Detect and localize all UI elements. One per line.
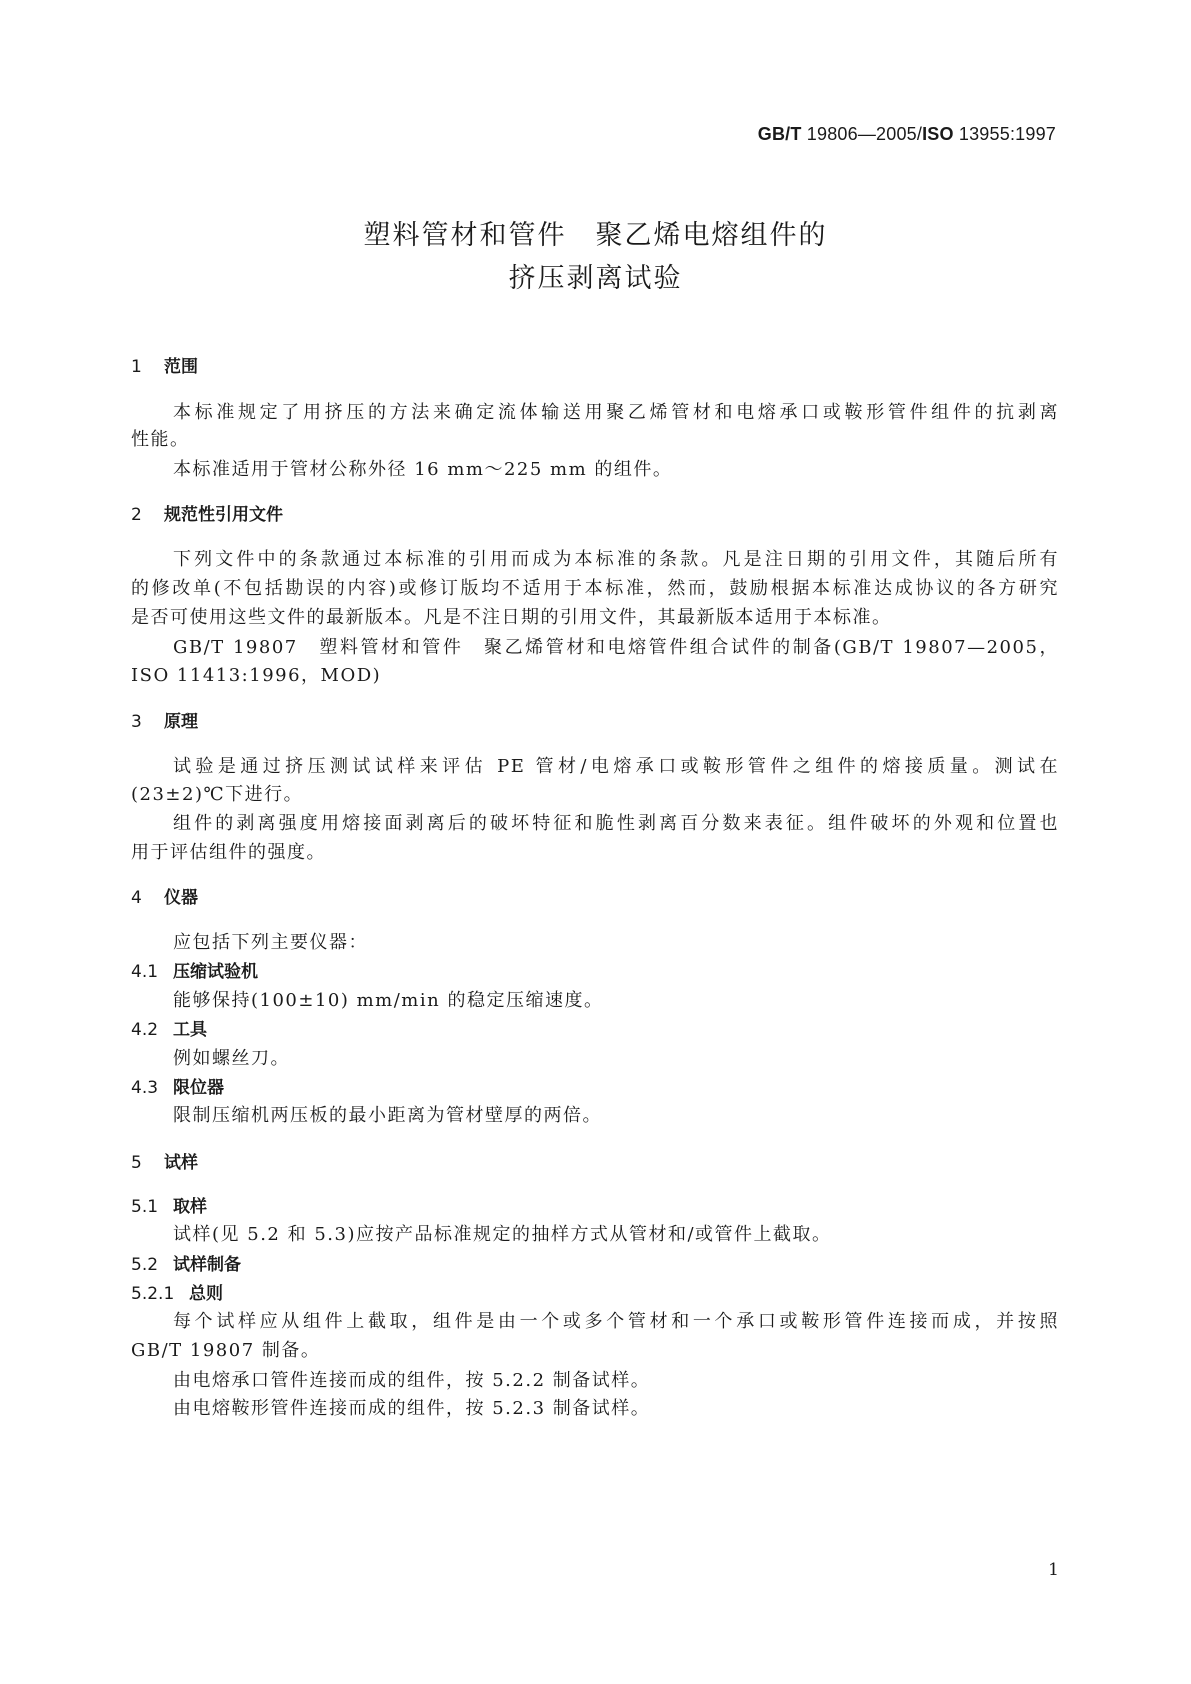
subsection-5-2-heading [131,1250,241,1275]
subsection-5-2-1-paragraph-1-line-2: GB/T 19807 制备。 [131,1340,321,1361]
subsection-4-1-heading [131,957,258,982]
section-number: 3 [131,712,142,732]
subsection-number: 4.2 [131,1020,159,1040]
document-title-line-2: 挤压剥离试验 [508,263,683,294]
subsection-title: 试样制备 [173,1255,241,1275]
section-2-paragraph-1-line-1: 下列文件中的条款通过本标准的引用而成为本标准的条款。凡是注日期的引用文件，其随后所有 [173,549,1059,570]
section-title: 试样 [164,1153,198,1173]
section-3-paragraph-2-line-1: 组件的剥离强度用熔接面剥离后的破坏特征和脆性剥离百分数来表征。组件破坏的外观和位置也 [173,813,1059,834]
section-3-heading [131,707,198,732]
subsection-number: 5.2.1 [131,1284,175,1304]
subsection-number: 4.1 [131,962,159,982]
section-2-paragraph-1-line-3: 是否可使用这些文件的最新版本。凡是不注日期的引用文件，其最新版本适用于本标准。 [131,607,892,628]
section-1-heading [131,352,198,377]
subsection-5-2-1-heading [131,1279,223,1304]
subsection-4-2-heading [131,1015,207,1040]
section-4-heading [131,883,198,908]
normative-reference-line-1: GB/T 19807 塑料管材和管件 聚乙烯管材和电熔管件组合试件的制备(GB/T 19807—2005， [173,637,1059,658]
section-title: 范围 [164,357,198,377]
section-3-paragraph-1-line-1: 试验是通过挤压测试试样来评估 PE 管材/电熔承口或鞍形管件之组件的熔接质量。测试在 [173,756,1059,777]
section-1-paragraph-1-line-2: 性能。 [131,429,190,450]
section-3-paragraph-1-line-2: (23±2)℃下进行。 [131,784,304,805]
subsection-5-1-heading [131,1192,207,1217]
subsection-number: 5.1 [131,1197,159,1217]
subsection-number: 5.2 [131,1255,159,1275]
section-number: 1 [131,357,142,377]
standard-gb-number: 19806—2005/ [801,124,923,144]
section-title: 仪器 [164,888,198,908]
section-number: 4 [131,888,142,908]
subsection-title: 总则 [189,1284,223,1304]
section-2-paragraph-1-line-2: 的修改单(不包括勘误的内容)或修订版均不适用于本标准，然而，鼓励根据本标准达成协议的各方研究 [131,578,1059,599]
subsection-5-1-text: 试样(见 5.2 和 5.3)应按产品标准规定的抽样方式从管材和/或管件上截取。 [173,1224,832,1245]
subsection-5-2-1-paragraph-1-line-1: 每个试样应从组件上截取，组件是由一个或多个管材和一个承口或鞍形管件连接而成，并按照 [173,1311,1059,1332]
subsection-number: 4.3 [131,1078,159,1098]
section-4-intro: 应包括下列主要仪器： [173,932,368,953]
section-1-paragraph-2: 本标准适用于管材公称外径 16 mm～225 mm 的组件。 [173,459,673,480]
subsection-5-2-1-paragraph-2: 由电熔承口管件连接而成的组件，按 5.2.2 制备试样。 [173,1370,651,1391]
standard-gb-prefix: GB/T [757,124,802,144]
subsection-4-3-text: 限制压缩机两压板的最小距离为管材壁厚的两倍。 [173,1105,602,1126]
subsection-4-1-text: 能够保持(100±10) mm/min 的稳定压缩速度。 [173,990,604,1011]
section-number: 5 [131,1153,142,1173]
subsection-title: 限位器 [173,1078,224,1098]
subsection-5-2-1-paragraph-3: 由电熔鞍形管件连接而成的组件，按 5.2.3 制备试样。 [173,1398,651,1419]
page-number: 1 [1048,1560,1059,1580]
subsection-4-3-heading [131,1073,224,1098]
section-2-heading [131,500,283,525]
subsection-4-2-text: 例如螺丝刀。 [173,1048,290,1069]
section-number: 2 [131,505,142,525]
section-1-paragraph-1-line-1: 本标准规定了用挤压的方法来确定流体输送用聚乙烯管材和电熔承口或鞍形管件组件的抗剥离 [173,402,1059,423]
standard-iso-prefix: ISO [922,124,954,144]
section-3-paragraph-2-line-2: 用于评估组件的强度。 [131,842,326,863]
section-5-heading [131,1148,198,1173]
subsection-title: 取样 [173,1197,207,1217]
subsection-title: 压缩试验机 [173,962,258,982]
subsection-title: 工具 [173,1020,207,1040]
section-title: 规范性引用文件 [164,505,283,525]
standard-number [758,124,1056,145]
normative-reference-line-2: ISO 11413:1996，MOD) [131,665,382,686]
standard-iso-number: 13955:1997 [953,124,1056,144]
section-title: 原理 [164,712,198,732]
document-title-line-1: 塑料管材和管件 聚乙烯电熔组件的 [363,220,828,251]
